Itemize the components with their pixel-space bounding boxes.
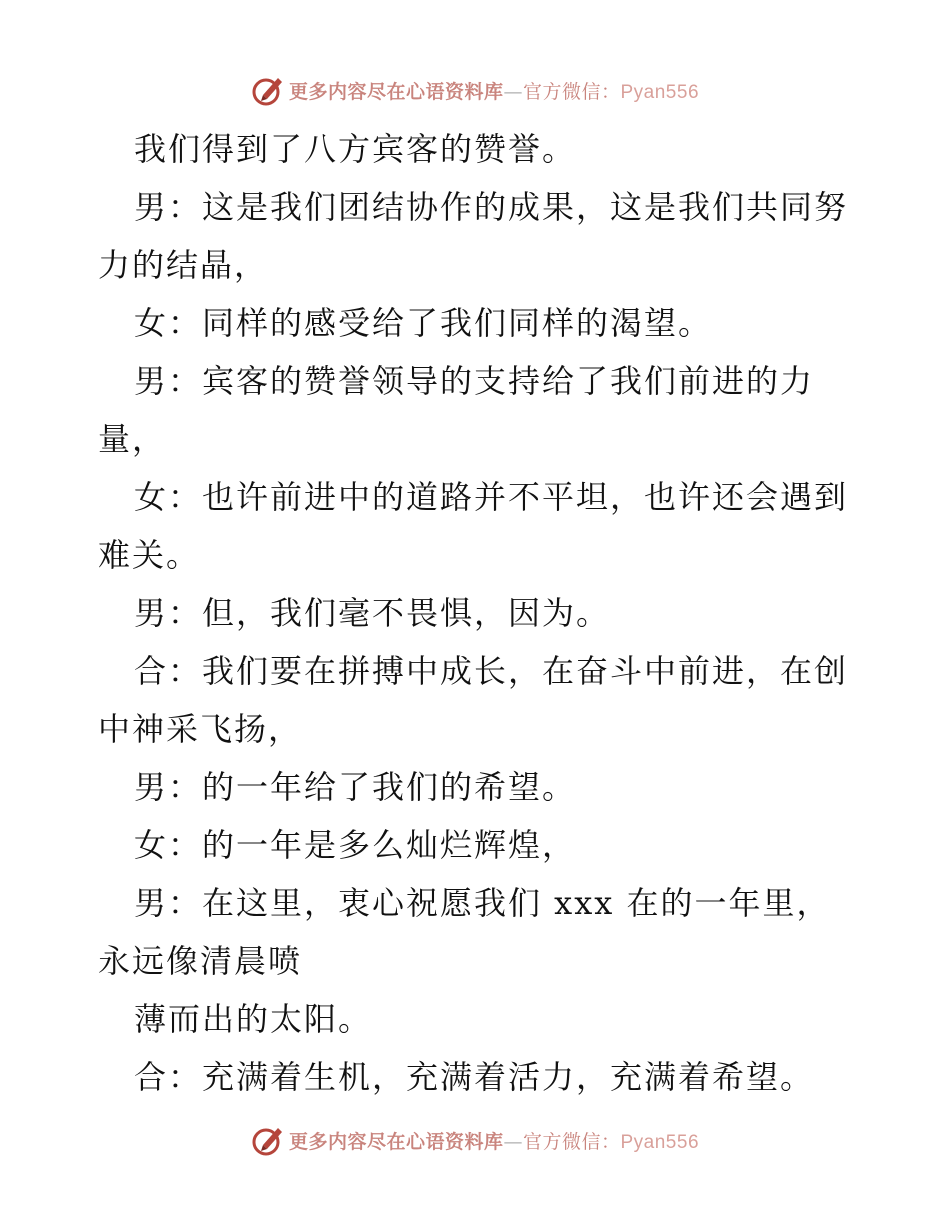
text-line: 合：我们要在拼搏中成长，在奋斗中前进，在创 bbox=[134, 652, 849, 690]
text-line: 难关。 bbox=[98, 536, 201, 574]
footer-banner-wechat: Pyan556 bbox=[620, 1131, 700, 1153]
pen-logo-icon bbox=[251, 1123, 285, 1157]
header-banner bbox=[0, 70, 950, 110]
text-line: 女：也许前进中的道路并不平坦，也许还会遇到 bbox=[134, 478, 849, 516]
footer-banner-suffix: 官方微信： bbox=[522, 1130, 621, 1153]
header-banner-separator: — bbox=[503, 80, 523, 103]
text-line: 永远像清晨喷 bbox=[98, 942, 303, 980]
text-line: 合：充满着生机，充满着活力，充满着希望。 bbox=[134, 1058, 815, 1096]
text-line: 男：但，我们毫不畏惧，因为。 bbox=[134, 594, 611, 632]
footer-banner bbox=[0, 1120, 950, 1160]
document-body bbox=[98, 120, 858, 1106]
text-line: 男：在这里，衷心祝愿我们 xxx 在的一年里， bbox=[134, 884, 831, 922]
text-line: 女：的一年是多么灿烂辉煌， bbox=[134, 826, 577, 864]
text-line: 薄而出的太阳。 bbox=[134, 1000, 373, 1038]
text-line: 量， bbox=[98, 420, 167, 458]
text-line: 女：同样的感受给了我们同样的渴望。 bbox=[134, 304, 713, 342]
text-line: 中神采飞扬， bbox=[98, 710, 303, 748]
header-banner-wechat: Pyan556 bbox=[620, 81, 700, 103]
text-line: 力的结晶， bbox=[98, 246, 269, 284]
footer-banner-text bbox=[289, 1127, 699, 1154]
text-line: 男：宾客的赞誉领导的支持给了我们前进的力 bbox=[134, 362, 815, 400]
footer-banner-title: 更多内容尽在心语资料库 bbox=[288, 1130, 504, 1153]
pen-logo-icon bbox=[251, 73, 285, 107]
text-line: 男：这是我们团结协作的成果，这是我们共同努 bbox=[134, 188, 849, 226]
header-banner-text bbox=[289, 77, 699, 104]
text-line: 我们得到了八方宾客的赞誉。 bbox=[134, 130, 577, 168]
text-line: 男：的一年给了我们的希望。 bbox=[134, 768, 577, 806]
header-banner-title: 更多内容尽在心语资料库 bbox=[288, 80, 504, 103]
header-banner-suffix: 官方微信： bbox=[522, 80, 621, 103]
footer-banner-separator: — bbox=[503, 1130, 523, 1153]
